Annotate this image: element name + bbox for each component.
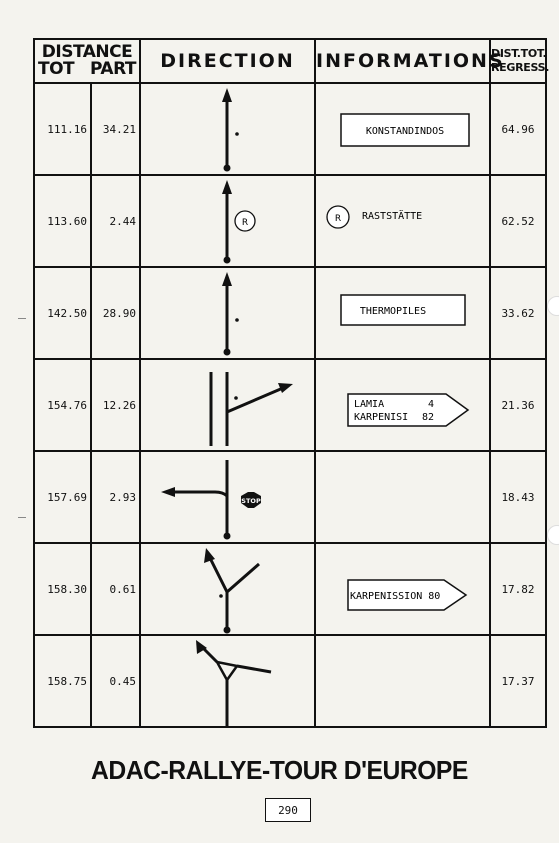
rest-area-symbol: R bbox=[334, 214, 342, 224]
distance-total: 142.50 bbox=[34, 267, 91, 359]
distance-label: DISTANCE bbox=[41, 42, 133, 62]
information-cell bbox=[315, 451, 490, 543]
distance-partial: 2.44 bbox=[91, 175, 140, 267]
direction-diagram bbox=[140, 359, 315, 451]
information-cell bbox=[315, 267, 490, 359]
table-row bbox=[34, 359, 546, 451]
distance-partial: 34.21 bbox=[91, 83, 140, 175]
direction-diagram bbox=[140, 267, 315, 359]
distance-total: 111.16 bbox=[34, 83, 91, 175]
distance-regress: 33.62 bbox=[490, 267, 546, 359]
part-label: PART bbox=[90, 59, 136, 79]
distance-regress: 21.36 bbox=[490, 359, 546, 451]
distance-regress: 17.37 bbox=[490, 635, 546, 727]
binder-hole bbox=[547, 296, 559, 316]
table-row bbox=[34, 175, 546, 267]
distance-partial: 0.61 bbox=[91, 543, 140, 635]
left-fork-arrow-icon bbox=[141, 544, 316, 634]
straight-arrow-icon bbox=[141, 84, 316, 174]
right-fork-arrow-icon bbox=[141, 360, 316, 450]
information-cell bbox=[315, 543, 490, 635]
straight-arrow-icon bbox=[222, 180, 232, 264]
direction-diagram bbox=[140, 451, 315, 543]
direction-diagram bbox=[140, 175, 315, 267]
information-cell bbox=[315, 635, 490, 727]
tot-label: TOT bbox=[38, 59, 75, 79]
regress-header bbox=[490, 39, 550, 83]
direction-sign-distance-2: 82 bbox=[422, 412, 435, 423]
direction-sign-line-1: LAMIA bbox=[354, 399, 385, 410]
direction-diagram bbox=[140, 543, 315, 635]
regress-label-1: DIST.TOT. bbox=[491, 47, 547, 60]
distance-regress: 17.82 bbox=[490, 543, 546, 635]
informations-header: INFORMATIONS bbox=[315, 39, 490, 83]
distance-total: 113.60 bbox=[34, 175, 91, 267]
distance-total: 158.75 bbox=[34, 635, 91, 727]
margin-mark bbox=[18, 318, 26, 319]
table-row bbox=[34, 635, 546, 727]
distance-regress: 62.52 bbox=[490, 175, 546, 267]
left-turn-arrow-icon bbox=[161, 460, 231, 540]
distance-regress: 18.43 bbox=[490, 451, 546, 543]
distance-partial: 28.90 bbox=[91, 267, 140, 359]
distance-total: 158.30 bbox=[34, 543, 91, 635]
direction-sign-text: KARPENISSION 80 bbox=[350, 591, 441, 602]
rest-area-symbol: R bbox=[241, 218, 249, 228]
distance-partial: 12.26 bbox=[91, 359, 140, 451]
roadbook-table bbox=[33, 38, 550, 728]
distance-total: 154.76 bbox=[34, 359, 91, 451]
place-sign-text: KONSTANDINDOS bbox=[365, 126, 445, 137]
table-row bbox=[34, 543, 546, 635]
place-sign-text: THERMOPILES bbox=[359, 306, 427, 317]
table-row bbox=[34, 451, 546, 543]
distance-regress: 64.96 bbox=[490, 83, 546, 175]
direction-sign-distance-1: 4 bbox=[428, 399, 435, 410]
distance-partial: 0.45 bbox=[91, 635, 140, 727]
page-number: 290 bbox=[265, 798, 311, 822]
direction-diagram bbox=[140, 635, 315, 727]
rally-title: ADAC-RALLYE-TOUR D'EUROPE bbox=[91, 755, 468, 785]
straight-arrow-icon bbox=[141, 268, 316, 358]
table-header bbox=[34, 39, 546, 83]
stop-sign-text: STOP bbox=[241, 497, 261, 505]
distance-partial: 2.93 bbox=[91, 451, 140, 543]
junction-left-arrow-icon bbox=[141, 636, 316, 726]
info-text: RASTSTÄTTE bbox=[362, 211, 423, 222]
distance-total: 157.69 bbox=[34, 451, 91, 543]
information-cell bbox=[315, 83, 490, 175]
binder-hole bbox=[547, 525, 559, 545]
information-cell bbox=[315, 175, 490, 267]
direction-diagram bbox=[140, 83, 315, 175]
table-row bbox=[34, 83, 546, 175]
table-row bbox=[34, 267, 546, 359]
margin-mark bbox=[18, 517, 26, 518]
distance-header bbox=[34, 39, 140, 83]
information-cell bbox=[315, 359, 490, 451]
direction-sign-line-2: KARPENISI bbox=[354, 412, 409, 423]
direction-header: DIRECTION bbox=[140, 39, 315, 83]
regress-label-2: REGRESS. bbox=[491, 61, 550, 74]
